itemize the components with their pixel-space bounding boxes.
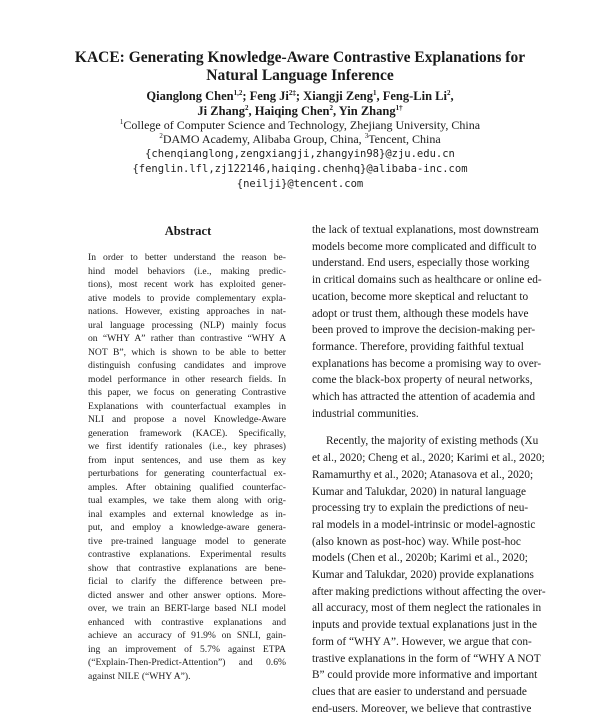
text-line: Recently, the majority of existing methods (Xu (326, 435, 539, 448)
author-sup: 1,2 (233, 88, 243, 97)
text-line: industrial communities. (312, 407, 419, 420)
affiliation-sup: 3 (364, 132, 369, 140)
text-line: et al., 2020; Cheng et al., 2020; Karimi et al., 2020; (312, 452, 545, 465)
author-sup: 1† (395, 103, 403, 112)
text-line: Kumar and Talukdar, 2020) in natural language (312, 485, 527, 498)
affiliation-sup: 2 (159, 132, 163, 140)
text-line: from input sentences, and use them as key (88, 454, 286, 466)
text-line: NLI and propose a novel Knowledge-Aware (88, 414, 286, 425)
text-line: achieve an accuracy of 91.9% on SNLI, gain- (88, 630, 286, 641)
abstract-body (88, 251, 286, 683)
text-line: inal examples and external knowledge as in- (88, 508, 286, 520)
text-line: ative models to provide complementary expla- (88, 292, 286, 304)
affiliation-text: Tencent, China (368, 132, 441, 146)
email-line-1: {chenqianglong,zengxiangji,zhangyin98}@zju.edu.cn (145, 148, 455, 160)
text-line: tual examples, we take them along with orig- (88, 495, 286, 506)
text-line: after making predictions without affecting the over- (312, 585, 546, 598)
text-line: enhanced with contrastive explanations and (88, 616, 286, 628)
text-line: Explanations with counterfactual examples in (88, 400, 286, 412)
text-line: show that contrastive explanations are bene- (88, 562, 286, 574)
author-line-1 (40, 88, 560, 104)
author-name: ; Xiangji Zeng (295, 89, 373, 103)
text-line: come the black-box property of neural networks, (312, 374, 533, 387)
text-line: adopt or trust them, although these models have (312, 307, 529, 320)
author-name: , Haiqing Chen (248, 104, 330, 118)
text-line: we first identify rationales (i.e., key phrases) (88, 441, 286, 452)
text-line: been proved to improve the decision-making per- (312, 324, 536, 337)
text-line: ucation, become more skeptical and reluctant to (312, 290, 529, 303)
text-line: inputs and provide textual explanations just in the (312, 619, 537, 632)
text-line: on “WHY A” rather than contrastive “WHY A (88, 333, 286, 344)
text-line: trastive explanations in the form of “WHY A NOT (312, 652, 541, 665)
text-line: model performance in other research fields. In (88, 373, 286, 385)
author-name: , Yin Zhang (332, 104, 396, 118)
text-line: this paper, we focus on generating Contrastive (88, 387, 286, 398)
text-line: models become more complicated and difficult to (312, 240, 537, 253)
abstract-heading: Abstract (164, 224, 212, 238)
paper-title-line-2: Natural Language Inference (206, 67, 394, 84)
text-line: ing an improvement of 5.7% against ETPA (88, 643, 286, 655)
text-line: processing try to explain the predictions of neu- (312, 502, 529, 515)
email-line-3: {neilji}@tencent.com (236, 178, 364, 190)
affiliation-1 (40, 118, 560, 133)
text-line: all accuracy, most of them neglect the rationales in (312, 602, 542, 615)
text-line: B” could provide more informative and important (312, 669, 538, 682)
text-line: (also known as post-hoc) way. While post-hoc (312, 535, 521, 548)
author-name: Qianglong Chen (146, 89, 234, 103)
text-line: over, we train an BERT-large based NLI model (88, 603, 286, 614)
text-line: ral models in a model-intrinsic or model-agnostic (312, 518, 536, 531)
author-name: Ji Zhang (197, 104, 245, 118)
text-line: the lack of textual explanations, most downstream (312, 224, 539, 236)
text-line: ural language processing (NLP) mainly focus (88, 319, 286, 331)
text-line: in critical domains such as healthcare or online ed- (312, 274, 542, 287)
text-line: (“Explain-Then-Predict-Attention”) and 0.6% (88, 657, 286, 668)
paper-title-line-1: KACE: Generating Knowledge-Aware Contrastive Explanations for (74, 49, 526, 66)
text-line: perturbations for generating counterfactual ex- (88, 468, 286, 479)
text-line: against NILE (“WHY A”). (88, 670, 191, 682)
text-line: understand. End users, especially those working (312, 257, 530, 270)
text-line: generation framework (KACE). Specifically, (88, 427, 286, 439)
right-column-body (312, 222, 546, 717)
author-sup: 2‡ (288, 88, 296, 97)
author-sup: 2 (245, 103, 249, 112)
author-line-2 (40, 103, 560, 119)
author-sup: 2 (446, 88, 451, 97)
author-sup: 2 (329, 103, 333, 112)
email-line-2: {fenglin.lfl,zj122146,haiqing.chenhq}@alibaba-inc.com (132, 163, 468, 175)
text-line: ficial to clarify the difference between pre- (88, 576, 286, 587)
text-line: explanations has become a promising way to over- (312, 357, 542, 370)
text-line: formance. Therefore, providing faithful textual (312, 340, 524, 353)
text-line: Ramamurthy et al., 2020; Atanasova et al., 2020; (312, 468, 534, 481)
text-line: models (Chen et al., 2020b; Karimi et al., 2020; (312, 552, 528, 565)
author-sup: 1 (372, 88, 377, 97)
text-line: contrastive explanations. Experimental results (88, 549, 286, 560)
text-line: distinguish confusing candidates and improve (88, 360, 286, 371)
text-line: amples. After obtaining qualified counterfac- (88, 481, 286, 493)
text-line: tions), most recent work has exploited gener- (88, 279, 286, 290)
affiliation-sup: 1 (119, 118, 124, 126)
text-line: put, and employ a knowledge-aware genera- (88, 522, 286, 533)
text-line: form of “WHY A”. However, we argue that con- (312, 635, 532, 648)
text-line: clues that are easier to understand and persuade (312, 685, 527, 698)
text-line: hind model behaviors (i.e., making predic- (88, 265, 286, 277)
text-line: which has attracted the attention of academia and (312, 391, 536, 404)
author-name: , (450, 89, 454, 103)
author-name: ; Feng Ji (242, 89, 289, 103)
text-line: In order to better understand the reason be- (88, 252, 286, 263)
text-line: tive pre-trained language model to generate (88, 535, 286, 547)
affiliation-2 (40, 132, 560, 147)
text-line: nations. However, existing approaches in nat- (88, 306, 286, 317)
text-line: Kumar and Talukdar, 2020) provide explanations (312, 569, 534, 582)
text-line: end-users. Moreover, we believe that contrastive (312, 702, 532, 715)
text-line: dicted answer and other answer options. More- (88, 589, 286, 601)
text-line: NOT B”, which is shown to be able to better (88, 346, 286, 358)
affiliation-text: College of Computer Science and Technology, Zhejiang University, China (123, 118, 481, 132)
affiliation-text: DAMO Academy, Alibaba Group, China, (162, 132, 365, 146)
paragraph-gap (312, 422, 542, 433)
author-name: , Feng-Lin Li (376, 89, 447, 103)
